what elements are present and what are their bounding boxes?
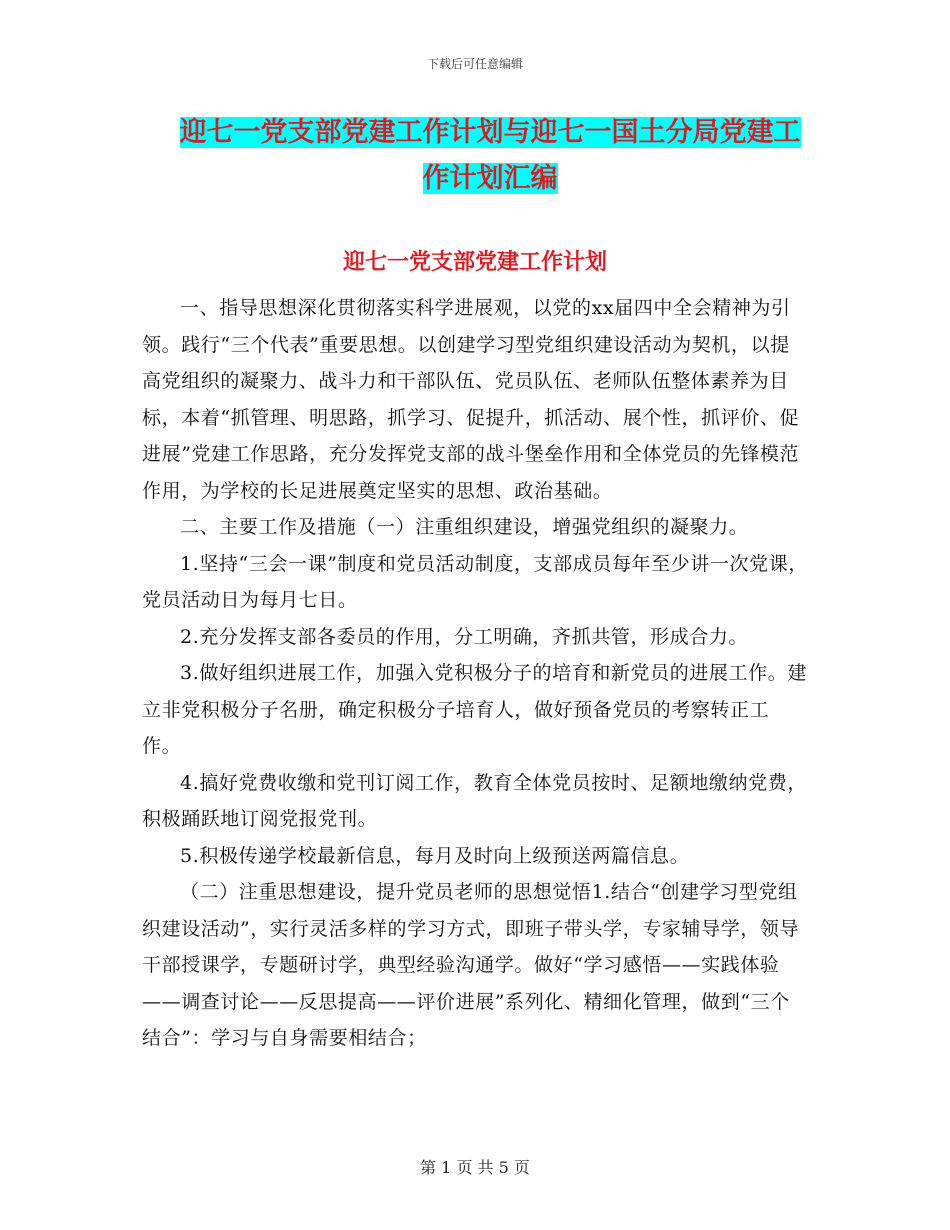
paragraph: 3.做好组织进展工作，加强入党积极分子的培育和新党员的进展工作。建立非党积极分子名册，确定积极分子培育人，做好预备党员的考察转正工作。 [142, 662, 807, 757]
paragraph: 4.搞好党费收缴和党刊订阅工作，教育全体党员按时、足额地缴纳党费，积极踊跃地订阅党报党刊。 [142, 771, 807, 830]
paragraph: 二、主要工作及措施（一）注重组织建设，增强党组织的凝聚力。 [180, 516, 749, 538]
document-title [140, 110, 840, 202]
paragraph: （二）注重思想建设，提升党员老师的思想觉悟1.结合“创建学习型党组织建设活动”，实行灵活多样的学习方式，即班子带头学，专家辅导学，领导干部授课学，专题研讨学，典型经验沟通学。做好“学习感悟——实践体验——调查讨论——反思提高——评价进展”系列化、精细化管理，做到“三个结合”：学习与自身需要相结合； [142, 881, 800, 1049]
header-note: 下载后可任意编辑 [426, 57, 523, 71]
title-line-2: 作计划汇编 [422, 163, 558, 194]
paragraph: 一、指导思想深化贯彻落实科学进展观，以党的xx届四中全会精神为引领。践行“三个代表”重要思想。以创建学习型党组织建设活动为契机，以提高党组织的凝聚力、战斗力和干部队伍、党员队伍、老师队伍整体素养为目标，本着“抓管理、明思路，抓学习、促提升，抓活动、展个性，抓评价、促进展”党建工作思路，充分发挥党支部的战斗堡垒作用和全体党员的先锋模范作用，为学校的长足进展奠定坚实的思想、政治基础。 [142, 297, 800, 502]
paragraph: 2.充分发挥支部各委员的作用，分工明确，齐抓共管，形成合力。 [180, 625, 749, 648]
document-body [142, 290, 808, 1057]
paragraph: 1.坚持“三会一课”制度和党员活动制度，支部成员每年至少讲一次党课，党员活动日为每月七日。 [142, 552, 808, 611]
paragraph: 5.积极传递学校最新信息，每月及时向上级预送两篇信息。 [180, 844, 690, 867]
title-line-1: 迎七一党支部党建工作计划与迎七一国土分局党建工 [179, 117, 801, 148]
page-footer: 第 1 页 共 5 页 [420, 1158, 530, 1177]
section-title: 迎七一党支部党建工作计划 [342, 249, 607, 275]
